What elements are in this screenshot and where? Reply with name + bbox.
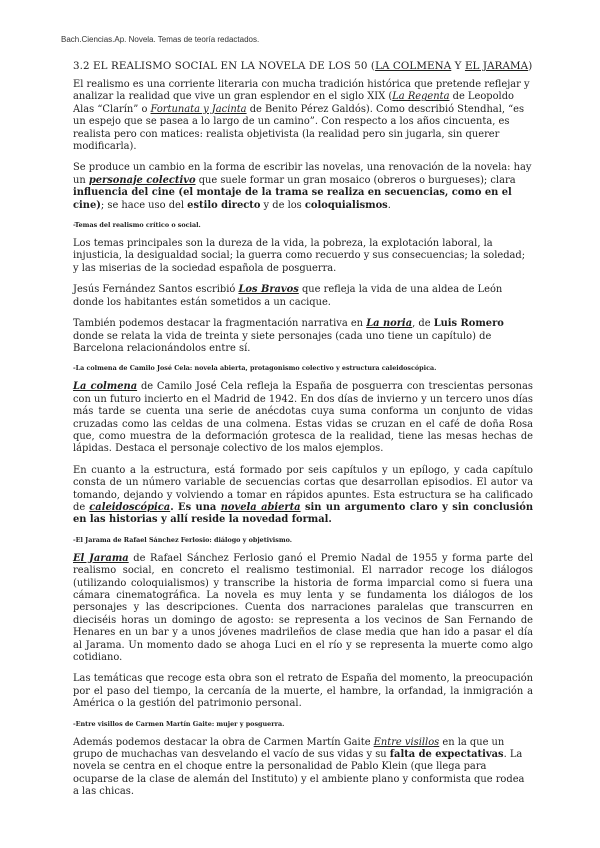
paragraph-la-colmena: La colmena de Camilo José Cela refleja la España de posguerra con trescientas personas con un futuro incierto en el Madrid de 1942. En dos días de invierno y un tercero unos días más tarde se cuenta una serie de anécdotas cuya suma conforma un conjunto de vidas cruzadas como las celdas de una colmena. Estas vidas se cruzan en el café de doña Rosa que, como muestra de la deformación grotesca de la realidad, tiene las mesas hechas de lápidas. Destaca el personaje colectivo de los malos ejemplos.	[73, 381, 533, 455]
paragraph-realismo: El realismo es una corriente literaria con mucha tradición histórica que pretende reflejar y analizar la realidad que vive un gran esplendor en el siglo XIX (La Regenta de Leopoldo Alas “Clarín” o Fortunata y Jacinta de Benito Pérez Galdós). Como describió Stendhal, “es un espejo que se pasea a lo largo de un camino”. Con respecto a los años cincuenta, es realista pero con matices: realista objetivista (la realidad pero sin jugarla, sin querer modificarla).	[73, 79, 530, 153]
paragraph-temas: Los temas principales son la dureza de la vida, la pobreza, la explotación laboral, la injusticia, la desigualdad social; la guerra como recuerdo y sus consecuencias; la soledad; y las miserias de la sociedad española de posguerra.	[73, 238, 526, 274]
page-header: Bach.Ciencias.Ap. Novela. Temas de teoría redactados.	[61, 35, 260, 44]
subheading-la-colmena: -La colmena de Camilo José Cela: novela abierta, protagonismo colectivo y estructura caleidoscópica.	[73, 364, 437, 373]
paragraph-los-bravos: Jesús Fernández Santos escribió Los Bravos que refleja la vida de una aldea de León donde los habitantes están sometidos a un cacique.	[73, 284, 503, 308]
subheading-entre-visillos: -Entre visillos de Carmen Martín Gaite: mujer y posguerra.	[73, 719, 285, 728]
paragraph-la-noria: También podemos destacar la fragmentación narrativa en La noria, de Luis Romero donde se relata la vida de treinta y siete personajes (cada uno tiene un capítulo) de Barcelona relacionándolos entre sí.	[73, 318, 504, 354]
paragraph-entre-visillos: Además podemos destacar la obra de Carmen Martín Gaite Entre visillos en la que un grupo de muchachas van desvelando el vacío de sus vidas y su falta de expectativas. La novela se centra en el choque entre la personalidad de Pablo Klein (que llega para ocuparse de la clase de alemán del Instituto) y el ambiente plano y conformista que rodea a las chicas.	[73, 736, 525, 798]
paragraph-renovacion: Se produce un cambio en la forma de escribir las novelas, una renovación de la novela: hay un personaje colectivo que suele formar un gran mosaico (obreros o burgueses); clara influencia del cine (el montaje de la trama se realiza en secuencias, como en el cine); se hace uso del estilo directo y de los coloquialismos.	[73, 162, 532, 211]
subheading-temas: -Temas del realismo crítico o social.	[73, 221, 201, 230]
document-body	[73, 60, 533, 808]
paragraph-el-jarama: El Jarama de Rafael Sánchez Ferlosio ganó el Premio Nadal de 1955 y forma parte del realismo social, en concreto el realismo testimonial. El narrador recoge los diálogos (utilizando coloquialismos) y transcribe la historia de forma imparcial como si fuera una cámara cinematográfica. La novela es muy lenta y se fundamenta los diálogos de los personajes y las descripciones. Cuenta dos narraciones paralelas que transcurren en dieciséis horas un domingo de agosto: se representa a los vecinos de San Fernando de Henares en un bar y a unos jóvenes madrileños de clase media que han ido a pasar el día al Jarama. Un momento dado se ahoga Luci en el río y se representa la muerte como algo cotidiano.	[73, 552, 533, 664]
subheading-el-jarama: -El Jarama de Rafael Sánchez Ferlosio: diálogo y objetivismo.	[73, 535, 292, 544]
section-title: 3.2 EL REALISMO SOCIAL EN LA NOVELA DE LOS 50 (LA COLMENA Y EL JARAMA)	[73, 60, 533, 72]
paragraph-tematicas: Las temáticas que recoge esta obra son el retrato de España del momento, la preocupación por el paso del tiempo, la cercanía de la muerte, el hambre, la orfandad, la inmigración a América o la gestión del patrimonio personal.	[73, 673, 533, 710]
paragraph-estructura: En cuanto a la estructura, está formado por seis capítulos y un epílogo, y cada capítulo consta de un número variable de secuencias cortas que desarrollan episodios. El autor va tomando, dejando y volviendo a tomar en rápidos apuntes. Esta estructura se ha calificado de caleidoscópica. Es una novela abierta sin un argumento claro y sin conclusión en las historias y allí reside la novedad formal.	[73, 464, 534, 526]
